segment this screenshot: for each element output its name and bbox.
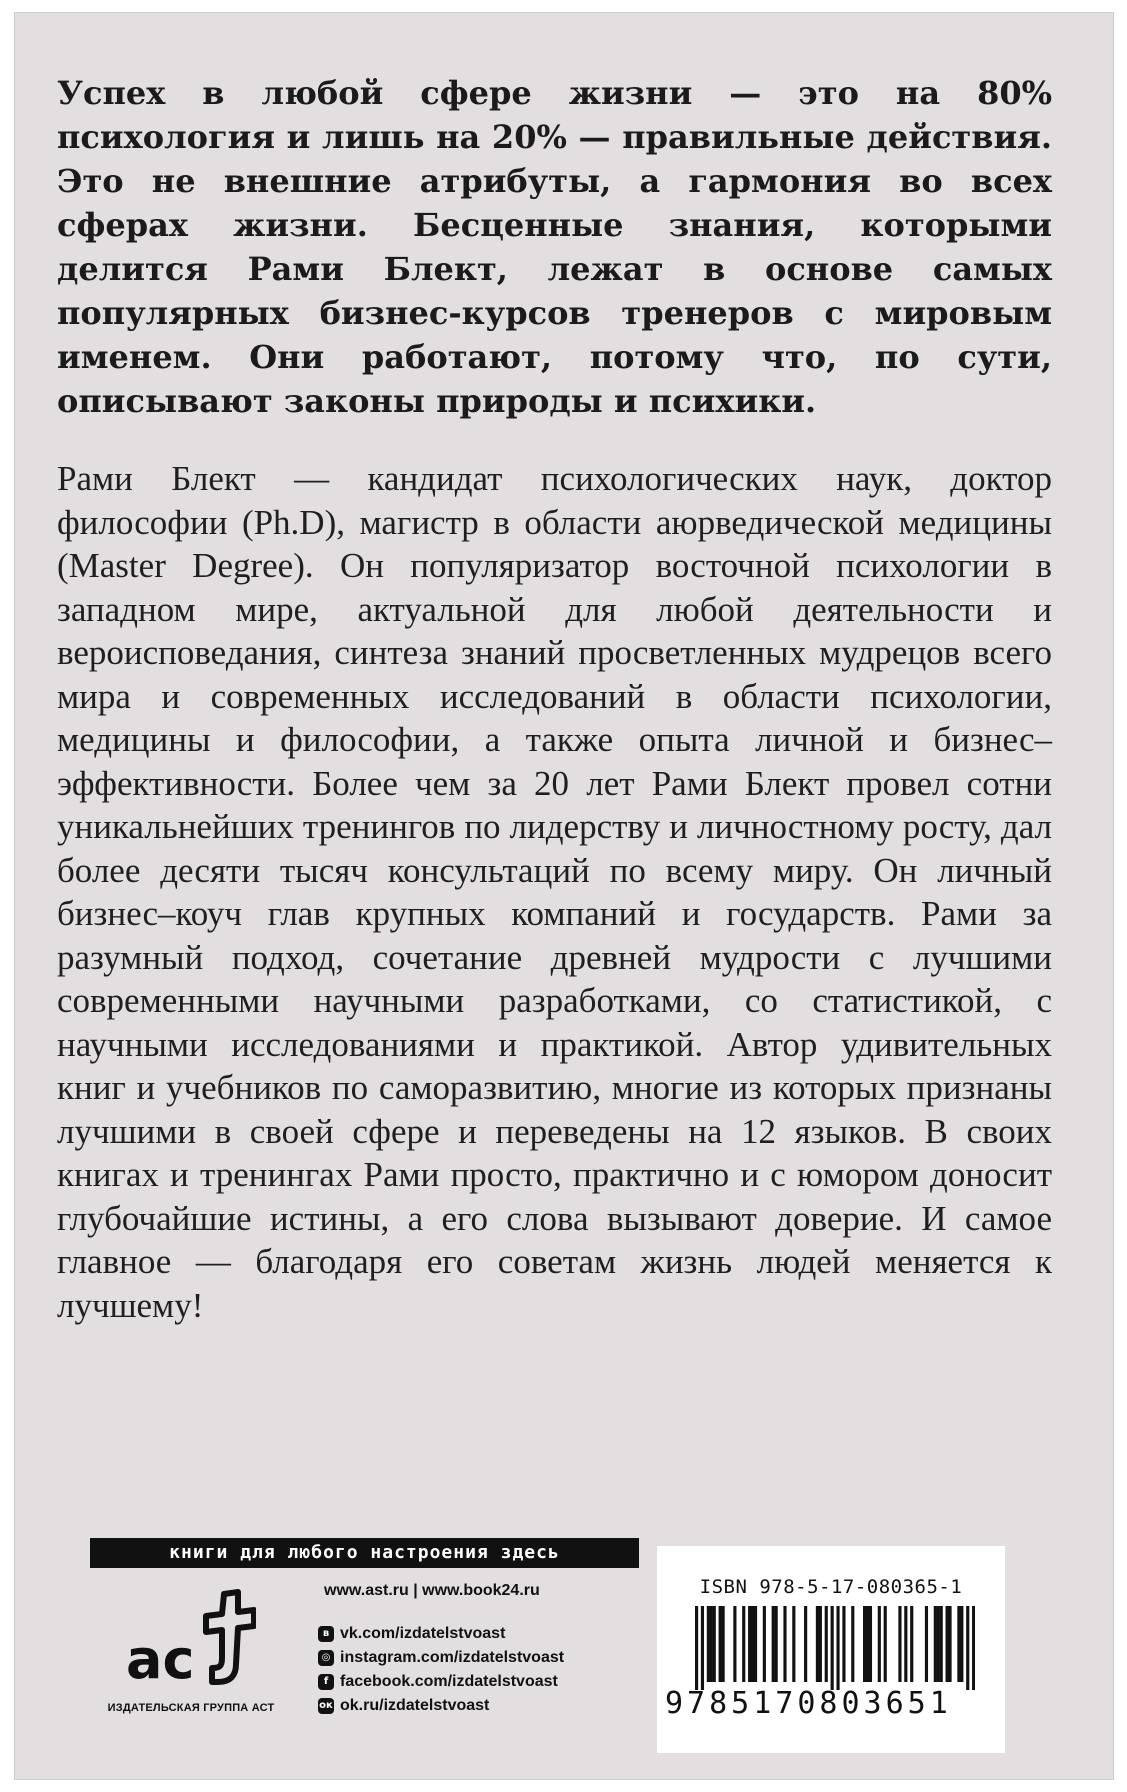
websites: www.ast.ru | www.book24.ru [324, 1582, 540, 1599]
barcode-bar [831, 1606, 834, 1690]
barcode-bar [866, 1606, 869, 1682]
social-link-vk[interactable] [318, 1622, 648, 1646]
publisher-name: ИЗДАТЕЛЬСКАЯ ГРУППА АСТ [107, 1702, 275, 1714]
back-cover [14, 12, 1114, 1780]
barcode-bar [819, 1606, 822, 1682]
barcode-bar [804, 1606, 807, 1682]
barcode-bar [775, 1606, 778, 1682]
barcode-bar [884, 1606, 887, 1682]
barcode-bar [695, 1606, 698, 1690]
social-link-text: ok.ru/izdatelstvoast [340, 1697, 490, 1714]
author-bio-paragraph: Рами Блект — кандидат психологических наук, доктор философии (Ph.D), магистр в области аюрведической медицины (Master Degree). Он популяризатор восточной психологии в западном мире, актуальной для любой деятельности и вероисповедания, синтеза знаний просветленных мудрецов всего мира и современных исследований в области психологии, медицины и философии, а также опыта личной и бизнес–эффективности. Более чем за 20 лет Рами Блект провел сотни уникальнейших тренингов по лидерству и личностному росту, дал более десяти тысяч консультаций по всему миру. Он личный бизнес–коуч глав крупных компаний и государств. Рами за разумный подход, сочетание древней мудрости с лучшими современными научными разработками, со статистикой, с научными исследованиями и практикой. Автор удивительных книг и учебников по саморазвитию, многие из которых признаны лучшими в своей сфере и переведены на 12 языков. В своих книгах и тренингах Рами просто, практично и с юмором доносит глубочайшие истины, а его слова вызывают доверие. И самое главное — благодаря его советам жизнь людей меняется к лучшему! [57, 459, 1052, 1325]
barcode-bar [713, 1606, 716, 1682]
social-link-instagram[interactable] [318, 1646, 648, 1670]
barcode-bar [972, 1606, 975, 1690]
social-links [318, 1622, 648, 1718]
social-link-ok[interactable] [318, 1694, 648, 1718]
barcode-bar [842, 1606, 845, 1682]
social-link-text: facebook.com/izdatelstvoast [340, 1673, 558, 1690]
barcode-bar [733, 1606, 736, 1682]
barcode-bar [940, 1606, 943, 1682]
barcode-digits: 9785170803651 [665, 1686, 952, 1721]
barcode-bar [966, 1606, 969, 1690]
vk-icon: в [318, 1626, 334, 1642]
barcode-bar [751, 1606, 754, 1682]
ok-icon: ок [318, 1698, 334, 1714]
barcode-bar [719, 1606, 722, 1682]
barcode-bar [910, 1606, 913, 1682]
publisher-logo [96, 1580, 286, 1730]
social-link-facebook[interactable] [318, 1670, 648, 1694]
barcode-bar [710, 1606, 713, 1682]
barcode-bar [937, 1606, 940, 1682]
isbn-label: ISBN 978-5-17-080365-1 [699, 1576, 963, 1598]
barcode-bar [772, 1606, 775, 1682]
barcode-bar [898, 1606, 901, 1682]
social-link-text: instagram.com/izdatelstvoast [340, 1649, 565, 1666]
social-link-text: vk.com/izdatelstvoast [340, 1625, 506, 1642]
barcode-bar [948, 1606, 951, 1682]
barcode-bar [754, 1606, 757, 1682]
lead-paragraph: Успех в любой сфере жизни — это на 80% психология и лишь на 20% — правильные действия. Это не внешние атрибуты, а гармония во всех сферах жизни. Бесценные знания, которыми делится Рами Блект, лежат в основе самых популярных бизнес-курсов тренеров с мировым именем. Они работают, потому что, по сути, описывают законы природы и психики. [57, 74, 1052, 420]
barcode-bar [783, 1606, 786, 1682]
barcode-bar [934, 1606, 937, 1682]
instagram-icon: ◎ [318, 1650, 334, 1666]
barcode-bar [825, 1606, 828, 1682]
barcode-bar [946, 1606, 949, 1682]
barcode-bar [904, 1606, 907, 1682]
barcode-bar [792, 1606, 795, 1682]
barcode-bar [701, 1606, 704, 1690]
svg-text:ac: ac [126, 1628, 195, 1691]
barcode-bar [707, 1606, 710, 1682]
barcode-bar [957, 1606, 960, 1682]
barcode-bar [878, 1606, 881, 1682]
barcode-bar [748, 1606, 751, 1682]
ast-logo-icon [126, 1586, 256, 1696]
barcode-bar [925, 1606, 928, 1682]
barcode-bar [836, 1606, 839, 1690]
barcode-bar [816, 1606, 819, 1682]
barcode-bar [851, 1606, 854, 1682]
isbn-barcode [657, 1546, 1005, 1753]
barcode-bar [722, 1606, 725, 1682]
barcode-bar [863, 1606, 866, 1682]
barcode-bar [869, 1606, 872, 1682]
barcode-bar [960, 1606, 963, 1682]
facebook-icon: f [318, 1674, 334, 1690]
barcode-bar [742, 1606, 745, 1682]
tagline-band: книги для любого настроения здесь [90, 1538, 639, 1568]
barcode-bars [695, 1606, 975, 1690]
barcode-bar [763, 1606, 766, 1682]
